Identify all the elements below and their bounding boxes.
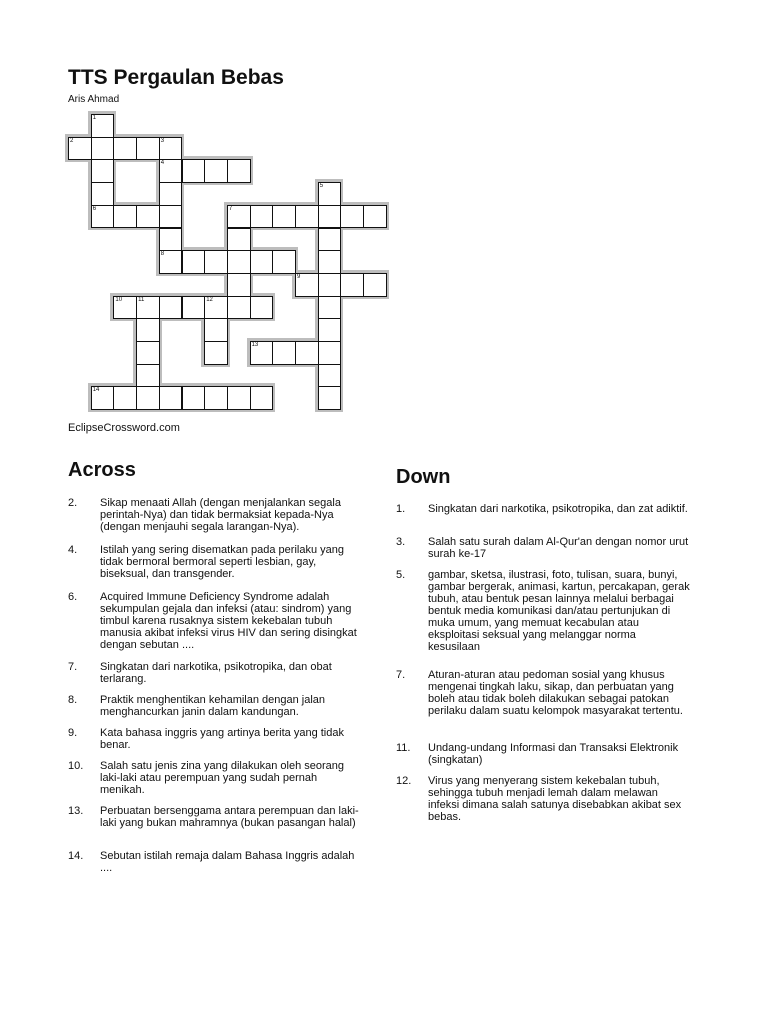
clue-text: Aturan-aturan atau pedoman sosial yang khusus mengenai tingkah laku, sikap, dan perbuatan yang boleh atau tidak boleh dilakukan sebagai patokan perilaku dalam suatu kelompok masyarakat tertentu. [428, 669, 683, 717]
grid-cell [204, 250, 228, 274]
clue-number: 9. [68, 727, 78, 739]
grid-cell [227, 386, 251, 410]
cell-number: 9 [297, 273, 301, 280]
grid-cell [340, 273, 364, 297]
grid-cell [318, 273, 342, 297]
grid-cell [182, 250, 206, 274]
grid-cell [182, 159, 206, 183]
cell-number: 13 [251, 342, 259, 348]
grid-cell [91, 159, 115, 183]
cell-number: 3 [160, 137, 165, 144]
grid-cell [318, 205, 342, 229]
grid-cell [113, 137, 137, 161]
cell-number: 14 [92, 387, 100, 394]
cell-number: 8 [160, 251, 165, 258]
grid-cell [159, 296, 183, 320]
grid-cell [272, 250, 296, 274]
clue-text: gambar, sketsa, ilustrasi, foto, tulisan, suara, bunyi, gambar bergerak, animasi, kartun, percakapan, gerak tubuh, atau bentuk pesan lainnya melalui berbagai bentuk media komunikasi dan/atau pertunjukan di muka umum, yang memuat kecabulan atau eksploitasi seksual yang melanggar norma kesusilaan [428, 569, 690, 653]
clue-text: Sebutan istilah remaja dalam Bahasa Inggris adalah .... [100, 850, 355, 874]
cell-number: 10 [115, 296, 123, 303]
grid-cell [91, 182, 115, 206]
grid-cell [318, 182, 342, 206]
credit-text: EclipseCrossword.com [68, 422, 180, 434]
clue-number: 6. [68, 591, 78, 603]
grid-cell [295, 205, 319, 229]
clue-number: 1. [396, 503, 406, 515]
grid-cell [91, 386, 115, 410]
clue-text: Acquired Immune Deficiency Syndrome adalah sekumpulan gejala dan infeksi (atau: sindrom) yang timbul karena rusaknya sistem kekebalan tubuh manusia akibat infeksi virus HIV dan sering disingkat dengan sebutan .... [100, 591, 357, 651]
cell-number: 5 [319, 183, 324, 190]
grid-cell [204, 159, 228, 183]
clue-number: 8. [68, 694, 78, 706]
grid-cell [136, 137, 160, 161]
clue-text: Istilah yang sering disematkan pada perilaku yang tidak bermoral bermoral seperti lesbian, gay, biseksual, dan transgender. [100, 544, 344, 580]
clue-text: Salah satu jenis zina yang dilakukan oleh seorang laki-laki atau perempuan yang sudah pernah menikah. [100, 760, 344, 796]
grid-cell [136, 341, 160, 365]
grid-cell [136, 364, 160, 388]
grid-cell [295, 341, 319, 365]
grid-cell [113, 205, 137, 229]
grid-cell [91, 137, 115, 161]
cell-number: 4 [160, 160, 165, 167]
grid-cell [159, 159, 183, 183]
cell-number: 11 [138, 296, 145, 303]
grid-cell [136, 386, 160, 410]
grid-cell [250, 205, 274, 229]
grid-cell [136, 296, 160, 320]
grid-cell [295, 273, 319, 297]
grid-cell [318, 386, 342, 410]
grid-cell [182, 296, 206, 320]
grid-cell [318, 250, 342, 274]
clue-text: Sikap menaati Allah (dengan menjalankan segala perintah-Nya) dan tidak bermaksiat kepada-Nya (dengan menjauhi segala larangan-Nya). [100, 497, 341, 533]
grid-cell [113, 386, 137, 410]
down-heading: Down [396, 466, 451, 488]
grid-cell [250, 296, 274, 320]
clue-number: 14. [68, 850, 84, 862]
clue-text: Singkatan dari narkotika, psikotropika, dan obat terlarang. [100, 661, 332, 685]
grid-cell [204, 341, 228, 365]
grid-cell [227, 205, 251, 229]
grid-cell [136, 318, 160, 342]
clue-text: Undang-undang Informasi dan Transaksi Elektronik (singkatan) [428, 742, 679, 766]
puzzle-title: TTS Pergaulan Bebas [68, 66, 284, 89]
grid-cell [250, 250, 274, 274]
clue-text: Praktik menghentikan kehamilan dengan jalan menghancurkan janin dalam kandungan. [100, 694, 326, 718]
crossword-grid [0, 0, 768, 440]
grid-cell [363, 205, 387, 229]
grid-cell [136, 205, 160, 229]
grid-cell [318, 318, 342, 342]
grid-cell [363, 273, 387, 297]
cell-number: 6 [92, 205, 97, 212]
grid-cell [182, 386, 206, 410]
grid-cell [318, 364, 342, 388]
puzzle-author: Aris Ahmad [68, 94, 120, 105]
grid-cell [204, 318, 228, 342]
cell-number: 7 [228, 205, 233, 212]
cell-number: 1 [92, 115, 97, 121]
clue-number: 10. [68, 760, 84, 772]
clue-text: Singkatan dari narkotika, psikotropika, dan zat adiktif. [428, 503, 688, 515]
grid-cell [318, 341, 342, 365]
grid-cell [227, 296, 251, 320]
grid-cell [204, 386, 228, 410]
clue-text: Salah satu surah dalam Al-Qur'an dengan nomor urut surah ke-17 [428, 536, 689, 560]
grid-cell [159, 250, 183, 274]
cell-number: 12 [206, 296, 213, 303]
grid-cell [159, 386, 183, 410]
grid-cell [113, 296, 137, 320]
clue-text: Virus yang menyerang sistem kekebalan tubuh, sehingga tubuh menjadi lemah dalam melawan infeksi dimana salah satunya disebabkan akibat sex bebas. [428, 775, 682, 823]
clue-number: 12. [396, 775, 412, 787]
grid-cell [340, 205, 364, 229]
grid-cell [227, 228, 251, 252]
grid-cell [159, 137, 183, 161]
grid-cell [227, 250, 251, 274]
clue-number: 11. [396, 742, 411, 754]
grid-cell [159, 205, 183, 229]
grid-cell [227, 159, 251, 183]
grid-cell [159, 182, 183, 206]
grid-cell [159, 228, 183, 252]
across-heading: Across [68, 459, 136, 481]
clue-number: 7. [68, 661, 78, 673]
grid-cell [318, 228, 342, 252]
clue-text: Kata bahasa inggris yang artinya berita yang tidak benar. [100, 727, 344, 751]
grid-cell [227, 273, 251, 297]
grid-cell [250, 386, 274, 410]
grid-cell [318, 296, 342, 320]
cell-number: 2 [70, 137, 74, 144]
clue-number: 2. [68, 497, 78, 509]
grid-cell [204, 296, 228, 320]
grid-cell [68, 137, 92, 161]
clue-text: Perbuatan bersenggama antara perempuan dan laki-laki yang bukan mahramnya (bukan pasangan halal) [100, 805, 359, 829]
grid-cell [91, 205, 115, 229]
grid-cell [272, 341, 296, 365]
clue-number: 3. [396, 536, 406, 548]
clue-number: 7. [396, 669, 406, 681]
grid-cell [91, 114, 115, 138]
clue-number: 5. [396, 569, 406, 581]
grid-cell [250, 341, 274, 365]
clue-number: 13. [68, 805, 84, 817]
clue-number: 4. [68, 544, 78, 556]
grid-cell [272, 205, 296, 229]
